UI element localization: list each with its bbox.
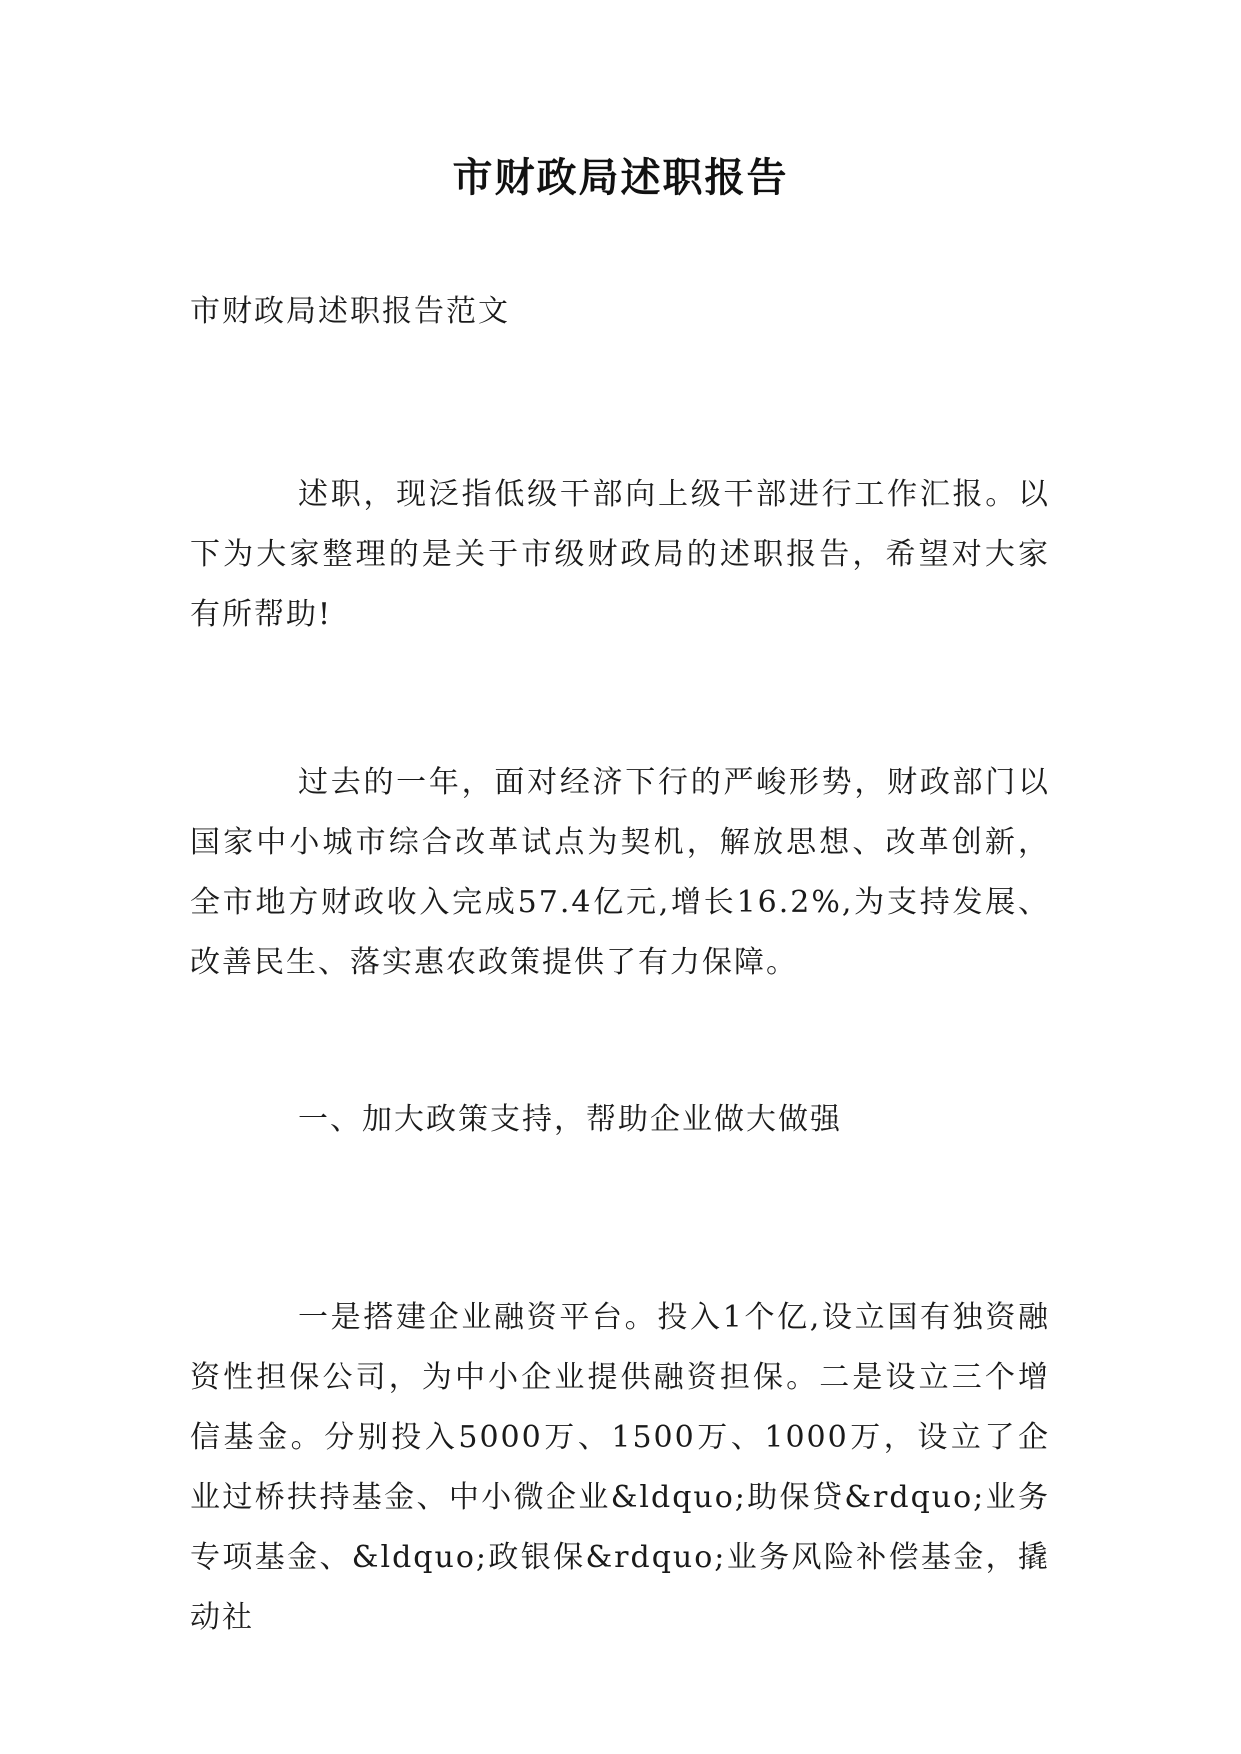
paragraph-section-body: 一是搭建企业融资平台。投入1个亿,设立国有独资融资性担保公司，为中小企业提供融资担保。二是设立三个增信基金。分别投入5000万、1500万、1000万，设立了企业过桥扶持基金、中小微企业&ldquo;助保贷&rdquo;业务专项基金、&ldquo;政银保&rdquo;业务风险补偿基金，撬动社: [190, 1300, 1050, 1635]
document-title: 市财政局述职报告: [452, 154, 789, 201]
paragraph-summary: 过去的一年，面对经济下行的严峻形势，财政部门以国家中小城市综合改革试点为契机，解放思想、改革创新，全市地方财政收入完成57.4亿元,增长16.2%,为支持发展、改善民生、落实惠农政策提供了有力保障。: [190, 765, 1050, 980]
paragraph-intro: 述职，现泛指低级干部向上级干部进行工作汇报。以下为大家整理的是关于市级财政局的述职报告，希望对大家有所帮助!: [190, 477, 1050, 632]
document-subtitle: 市财政局述职报告范文: [190, 294, 510, 329]
section-heading: 一、加大政策支持，帮助企业做大做强: [298, 1102, 842, 1137]
